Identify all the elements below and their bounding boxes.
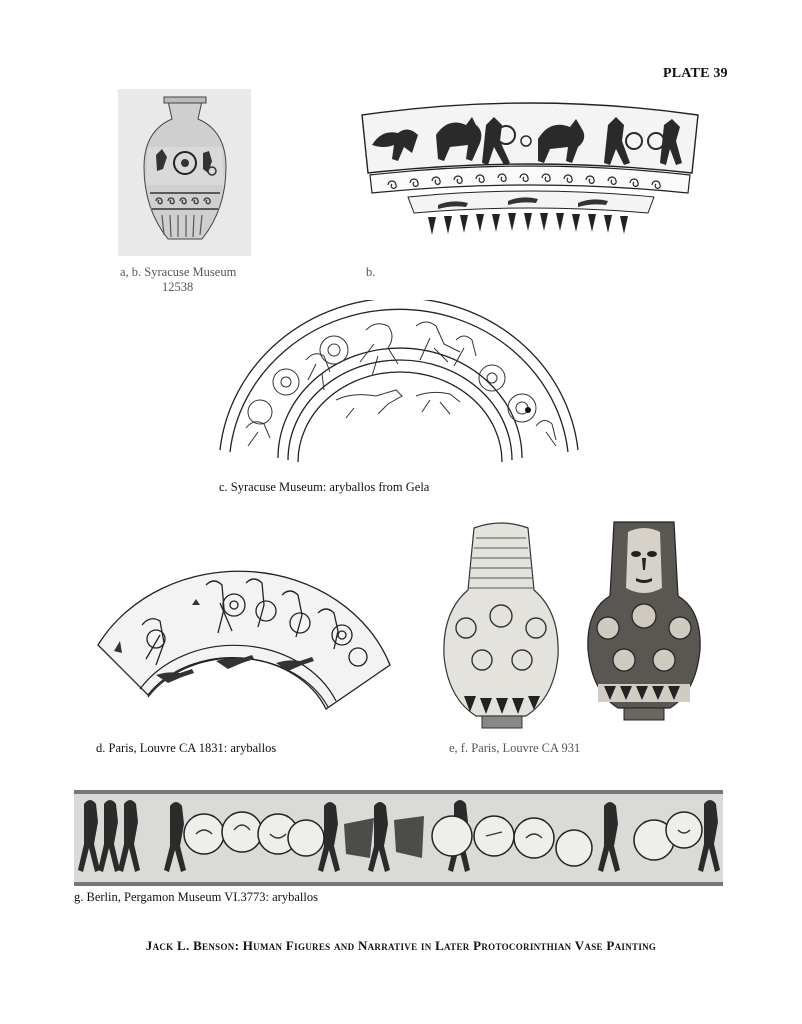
figure-ef-caption: e, f. Paris, Louvre CA 931 xyxy=(449,741,581,755)
figure-c-arc-drawing xyxy=(216,300,582,468)
figure-a-caption-line1: a, b. Syracuse Museum xyxy=(120,265,237,279)
figure-e-vase-photo xyxy=(438,520,564,730)
figure-d-arc-drawing xyxy=(96,565,392,713)
figure-b-caption: b. xyxy=(366,265,376,279)
figure-f-vase-photo xyxy=(584,518,704,724)
running-footer: Jack L. Benson: Human Figures and Narrative in Later Protocorinthian Vase Painting xyxy=(145,938,657,953)
figure-g-caption: g. Berlin, Pergamon Museum VI.3773: aryballos xyxy=(74,890,318,904)
figure-d-caption: d. Paris, Louvre CA 1831: aryballos xyxy=(96,741,277,755)
plate-number: PLATE 39 xyxy=(663,66,728,81)
figure-g-frieze-photo xyxy=(74,790,723,886)
figure-a-caption-line2: 12538 xyxy=(162,280,194,294)
figure-c-caption: c. Syracuse Museum: aryballos from Gela xyxy=(219,480,430,494)
figure-b-frieze-drawing xyxy=(358,95,702,243)
figure-a-vase-photo xyxy=(118,89,251,256)
